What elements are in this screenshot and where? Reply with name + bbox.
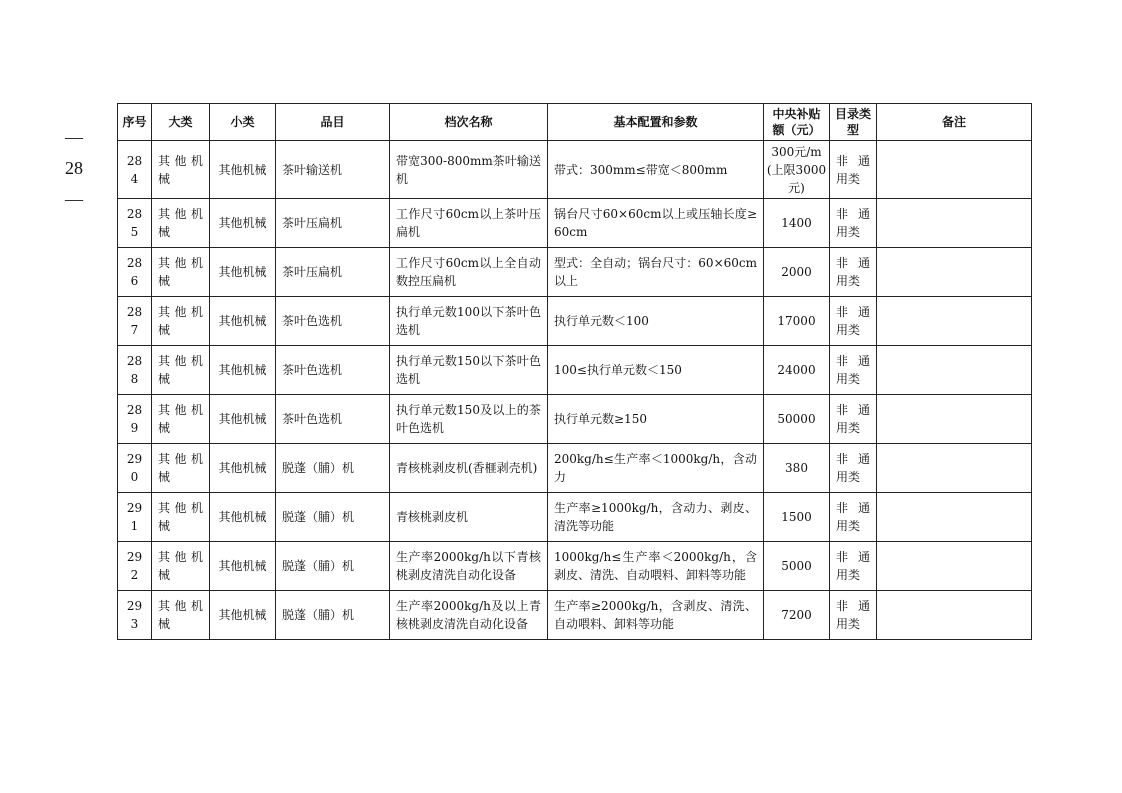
table-header-row	[118, 104, 1032, 141]
cell-config-params: 生产率≥1000kg/h，含动力、剥皮、清洗等功能	[548, 493, 764, 542]
cell-remarks	[877, 297, 1032, 346]
page-number-dash-bottom: —	[65, 189, 83, 209]
cell-serial: 284	[118, 141, 152, 199]
cell-category: 其他机械	[152, 591, 210, 640]
cell-serial: 293	[118, 591, 152, 640]
cell-catalog-type: 非通用类	[830, 346, 877, 395]
cell-subcategory: 其他机械	[210, 297, 276, 346]
cell-catalog-type: 非通用类	[830, 141, 877, 199]
cell-catalog-type: 非通用类	[830, 297, 877, 346]
cell-catalog-type: 非通用类	[830, 199, 877, 248]
cell-item: 脱蓬（脯）机	[276, 493, 390, 542]
cell-catalog-type: 非通用类	[830, 444, 877, 493]
cell-category: 其他机械	[152, 444, 210, 493]
cell-remarks	[877, 493, 1032, 542]
cell-serial: 291	[118, 493, 152, 542]
cell-subcategory: 其他机械	[210, 248, 276, 297]
cell-remarks	[877, 346, 1032, 395]
cell-grade-name: 生产率2000kg/h及以上青核桃剥皮清洗自动化设备	[390, 591, 548, 640]
cell-subsidy-amount: 50000	[764, 395, 830, 444]
cell-category: 其他机械	[152, 199, 210, 248]
cell-category: 其他机械	[152, 297, 210, 346]
cell-subsidy-amount: 24000	[764, 346, 830, 395]
cell-subcategory: 其他机械	[210, 591, 276, 640]
cell-subsidy-amount: 7200	[764, 591, 830, 640]
cell-serial: 288	[118, 346, 152, 395]
cell-grade-name: 工作尺寸60cm以上茶叶压扁机	[390, 199, 548, 248]
table-row	[118, 199, 1032, 248]
table-row	[118, 141, 1032, 199]
cell-remarks	[877, 199, 1032, 248]
cell-subsidy-amount: 300元/m(上限3000元)	[764, 141, 830, 199]
cell-serial: 289	[118, 395, 152, 444]
table-row	[118, 346, 1032, 395]
cell-item: 茶叶色选机	[276, 346, 390, 395]
header-subsidy-amount: 中央补贴额（元）	[764, 104, 830, 141]
cell-category: 其他机械	[152, 346, 210, 395]
cell-subcategory: 其他机械	[210, 199, 276, 248]
cell-grade-name: 执行单元数150及以上的茶叶色选机	[390, 395, 548, 444]
cell-remarks	[877, 141, 1032, 199]
cell-subcategory: 其他机械	[210, 141, 276, 199]
cell-grade-name: 带宽300-800mm茶叶输送机	[390, 141, 548, 199]
cell-serial: 290	[118, 444, 152, 493]
cell-remarks	[877, 591, 1032, 640]
cell-grade-name: 青核桃剥皮机	[390, 493, 548, 542]
cell-item: 茶叶色选机	[276, 297, 390, 346]
cell-grade-name: 执行单元数100以下茶叶色选机	[390, 297, 548, 346]
cell-category: 其他机械	[152, 493, 210, 542]
cell-grade-name: 生产率2000kg/h以下青核桃剥皮清洗自动化设备	[390, 542, 548, 591]
cell-config-params: 执行单元数＜100	[548, 297, 764, 346]
header-subcategory: 小类	[210, 104, 276, 141]
cell-category: 其他机械	[152, 395, 210, 444]
cell-category: 其他机械	[152, 542, 210, 591]
cell-serial: 292	[118, 542, 152, 591]
header-item: 品目	[276, 104, 390, 141]
cell-subsidy-amount: 1500	[764, 493, 830, 542]
cell-subsidy-amount: 17000	[764, 297, 830, 346]
header-category: 大类	[152, 104, 210, 141]
page-number-dash-top: —	[65, 127, 83, 147]
cell-category: 其他机械	[152, 141, 210, 199]
cell-serial: 285	[118, 199, 152, 248]
cell-subcategory: 其他机械	[210, 493, 276, 542]
page-number-value: 28	[65, 158, 83, 178]
table-row	[118, 493, 1032, 542]
subsidy-catalog-table	[117, 103, 1032, 640]
cell-catalog-type: 非通用类	[830, 542, 877, 591]
header-grade-name: 档次名称	[390, 104, 548, 141]
cell-subcategory: 其他机械	[210, 346, 276, 395]
cell-item: 脱蓬（脯）机	[276, 591, 390, 640]
cell-catalog-type: 非通用类	[830, 395, 877, 444]
cell-item: 茶叶色选机	[276, 395, 390, 444]
cell-catalog-type: 非通用类	[830, 248, 877, 297]
cell-remarks	[877, 248, 1032, 297]
cell-config-params: 型式：全自动；锅台尺寸：60×60cm以上	[548, 248, 764, 297]
cell-remarks	[877, 395, 1032, 444]
table-row	[118, 591, 1032, 640]
cell-subcategory: 其他机械	[210, 542, 276, 591]
header-catalog-type: 目录类型	[830, 104, 877, 141]
cell-item: 茶叶输送机	[276, 141, 390, 199]
header-serial: 序号	[118, 104, 152, 141]
cell-serial: 287	[118, 297, 152, 346]
cell-remarks	[877, 444, 1032, 493]
cell-subcategory: 其他机械	[210, 444, 276, 493]
cell-subsidy-amount: 2000	[764, 248, 830, 297]
table-row	[118, 248, 1032, 297]
cell-config-params: 执行单元数≥150	[548, 395, 764, 444]
table-row	[118, 542, 1032, 591]
cell-category: 其他机械	[152, 248, 210, 297]
cell-subcategory: 其他机械	[210, 395, 276, 444]
cell-subsidy-amount: 1400	[764, 199, 830, 248]
cell-config-params: 1000kg/h≤生产率＜2000kg/h，含剥皮、清洗、自动喂料、卸料等功能	[548, 542, 764, 591]
cell-remarks	[877, 542, 1032, 591]
header-config-params: 基本配置和参数	[548, 104, 764, 141]
cell-subsidy-amount: 380	[764, 444, 830, 493]
page-number	[52, 124, 96, 212]
cell-config-params: 100≤执行单元数＜150	[548, 346, 764, 395]
cell-item: 茶叶压扁机	[276, 248, 390, 297]
cell-item: 茶叶压扁机	[276, 199, 390, 248]
cell-grade-name: 执行单元数150以下茶叶色选机	[390, 346, 548, 395]
header-remarks: 备注	[877, 104, 1032, 141]
cell-subsidy-amount: 5000	[764, 542, 830, 591]
cell-config-params: 生产率≥2000kg/h，含剥皮、清洗、自动喂料、卸料等功能	[548, 591, 764, 640]
cell-catalog-type: 非通用类	[830, 591, 877, 640]
cell-serial: 286	[118, 248, 152, 297]
table-row	[118, 444, 1032, 493]
cell-config-params: 200kg/h≤生产率＜1000kg/h，含动力	[548, 444, 764, 493]
cell-config-params: 带式：300mm≤带宽＜800mm	[548, 141, 764, 199]
cell-grade-name: 青核桃剥皮机(香榧剥壳机)	[390, 444, 548, 493]
cell-grade-name: 工作尺寸60cm以上全自动数控压扁机	[390, 248, 548, 297]
cell-config-params: 锅台尺寸60×60cm以上或压轴长度≥60cm	[548, 199, 764, 248]
cell-catalog-type: 非通用类	[830, 493, 877, 542]
table-row	[118, 297, 1032, 346]
cell-item: 脱蓬（脯）机	[276, 542, 390, 591]
cell-item: 脱蓬（脯）机	[276, 444, 390, 493]
table-row	[118, 395, 1032, 444]
